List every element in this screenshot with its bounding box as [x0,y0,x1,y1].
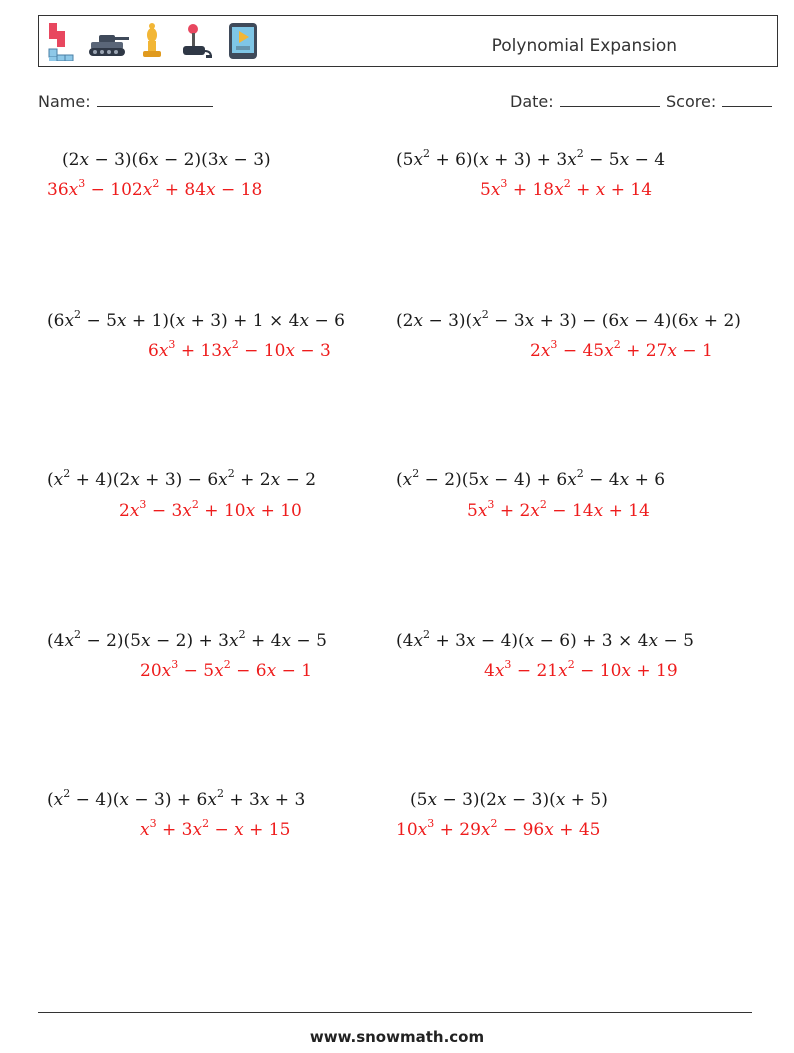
name-blank[interactable] [97,92,213,107]
problem-answer: $10x^3 + 29x^2 - 96x + 45$ [396,817,601,840]
footer-divider [38,1012,752,1013]
joystick-icon [179,21,215,61]
chess-bishop-icon [137,21,167,61]
problem-question: $(6x^2 - 5x + 1)(x + 3) + 1 \times 4x - 6$ [47,308,345,331]
score-label: Score: [666,92,717,111]
problem-answer: $4x^3 - 21x^2 - 10x + 19$ [484,658,678,681]
problem-answer: $5x^3 + 2x^2 - 14x + 14$ [467,498,650,521]
problem-answer: $20x^3 - 5x^2 - 6x - 1$ [140,658,313,681]
problem-question: $(2x - 3)(x^2 - 3x + 3) - (6x - 4)(6x + 2)$ [396,308,741,331]
problem-question: (5x − 3)(2x − 3)(x + 5) [410,790,608,810]
play-tablet-icon [227,21,259,61]
score-blank[interactable] [722,92,772,107]
footer-site: www.snowmath.com [309,1028,485,1046]
score-field[interactable] [666,92,772,111]
problem-answer: $36x^3 - 102x^2 + 84x - 18$ [47,177,263,200]
problem-answer: $5x^3 + 18x^2 + x + 14$ [480,177,653,200]
date-blank[interactable] [560,92,660,107]
problem-question: $(4x^2 + 3x - 4)(x - 6) + 3 \times 4x - 5$ [396,628,694,651]
problem-question: $(x^2 + 4)(2x + 3) - 6x^2 + 2x - 2$ [47,467,317,490]
page-title: Polynomial Expansion [491,36,677,56]
problem-question: (2x − 3)(6x − 2)(3x − 3) [62,150,271,170]
problem-answer: $x^3 + 3x^2 - x + 15$ [140,817,291,840]
date-label: Date: [510,92,554,111]
tetris-blocks-icon [45,21,81,61]
tank-icon [87,21,131,61]
problem-question: $(x^2 - 2)(5x - 4) + 6x^2 - 4x + 6$ [396,467,666,490]
date-field[interactable] [510,92,660,111]
name-label: Name: [38,92,91,111]
problem-answer: $2x^3 - 3x^2 + 10x + 10$ [119,498,302,521]
name-field[interactable] [38,92,213,111]
problem-question: $(5x^2 + 6)(x + 3) + 3x^2 - 5x - 4$ [396,147,666,170]
problem-question: $(x^2 - 4)(x - 3) + 6x^2 + 3x + 3$ [47,787,306,810]
problem-question: $(4x^2 - 2)(5x - 2) + 3x^2 + 4x - 5$ [47,628,327,651]
problem-answer: $2x^3 - 45x^2 + 27x - 1$ [530,338,713,361]
worksheet-header [38,15,778,67]
problem-answer: $6x^3 + 13x^2 - 10x - 3$ [148,338,331,361]
